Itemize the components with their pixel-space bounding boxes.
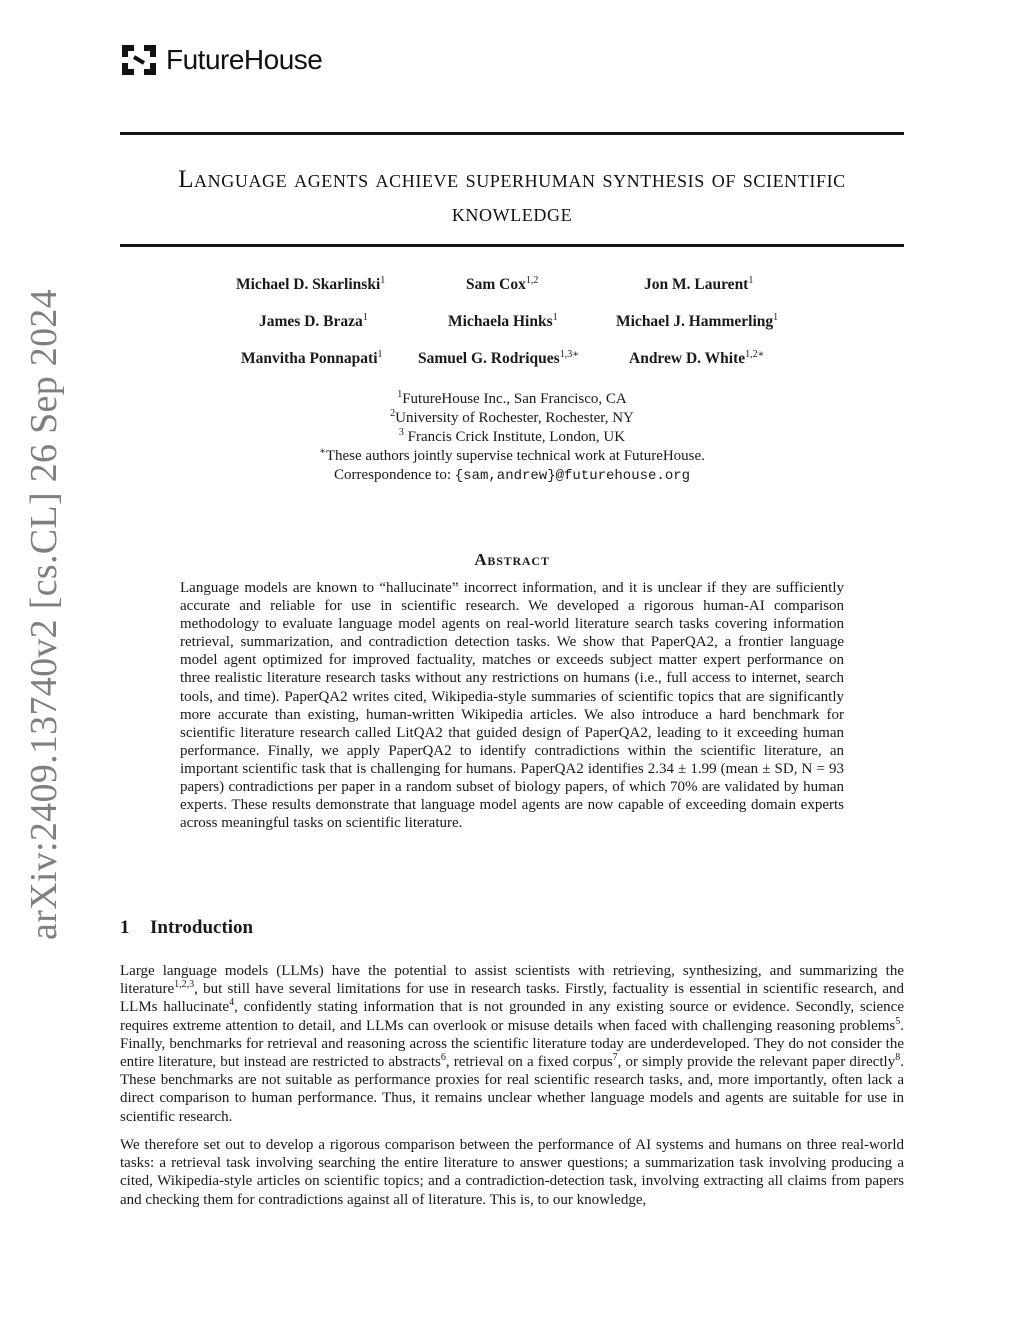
author-row: [120, 276, 904, 313]
logo-text: FutureHouse: [166, 44, 323, 75]
author: Samuel G. Rodriques$^{1,3∗}$: [418, 348, 579, 367]
futurehouse-logo: [120, 43, 322, 77]
author: James D. Braza$^1$: [259, 311, 368, 330]
author-list: [120, 276, 904, 387]
author-row: [120, 350, 904, 387]
author: Jon M. Laurent$^1$: [644, 274, 754, 293]
author-row: [120, 313, 904, 350]
title-top-rule: [120, 132, 904, 135]
intro-paragraph-1: Large language models (LLMs) have the potential to assist scientists with retrieving, synthesizing, and summarizing the literature$^{1,2,3}$, but still have several limitations for use in research tasks. Firstly, factuality is essential in scientific research, and LLMs hallucinate$^4$, confidently stating information that is not grounded in any existing source or evidence. Secondly, science requires extreme attention to detail, and LLMs can overlook or misuse details when faced with challenging reasoning problems$^5$. Finally, benchmarks for retrieval and reasoning across the scientific literature today are underdeveloped. They do not consider the entire literature, but instead are restricted to abstracts$^6$, retrieval on a fixed corpus$^7$, or simply provide the relevant paper directly$^8$. These benchmarks are not suitable as performance proxies for real scientific research tasks, and, more importantly, often lack a direct comparison to human performance. Thus, it remains unclear whether language models and agents are suitable for use in scientific research.: [120, 963, 904, 1125]
arxiv-identifier: arXiv:2409.13740v2 [cs.CL] 26 Sep 2024: [23, 289, 65, 940]
correspondence: Correspondence to: {sam,andrew}@futurehouse.org: [333, 467, 691, 484]
abstract-text: Language models are known to “hallucinate” incorrect information, and it is unclear if they are sufficiently accurate and reliable for use in scientific research. We developed a rigorous human-AI comparison methodology to evaluate language model agents on real-world literature search tasks covering information retrieval, summarization, and contradiction detection tasks. We show that PaperQA2, a frontier language model agent optimized for improved factuality, matches or exceeds subject matter expert performance on three realistic literature research tasks without any restrictions on humans (i.e., full access to internet, search tools, and time). PaperQA2 writes cited, Wikipedia-style summaries of scientific topics that are significantly more accurate than existing, human-written Wikipedia articles. We also introduce a hard benchmark for scientific literature research called LitQA2 that guided design of PaperQA2, leading to it exceeding human performance. Finally, we apply PaperQA2 to identify contradictions within the scientific literature, an important scientific task that is challenging for humans. PaperQA2 identifies 2.34 ± 1.99 (mean ± SD, N = 93 papers) contradictions per paper in a random subset of biology papers, of which 70% are validated by human experts. These results demonstrate that language model agents are now capable of exceeding domain experts across meaningful tasks on scientific literature.: [180, 580, 844, 832]
affiliation: $^2$University of Rochester, Rochester, NY: [390, 408, 634, 426]
futurehouse-logo-icon: [120, 43, 158, 77]
author: Sam Cox$^{1,2}$: [466, 274, 539, 293]
author: Andrew D. White$^{1,2∗}$: [629, 348, 765, 367]
affiliations: [120, 390, 904, 486]
title-bottom-rule: [120, 244, 904, 247]
author: Manvitha Ponnapati$^1$: [241, 348, 383, 367]
affiliation: $^3$ Francis Crick Institute, London, UK: [398, 427, 626, 445]
correspondence-email: {sam,andrew}@futurehouse.org: [454, 468, 691, 484]
author: Michaela Hinks$^1$: [448, 311, 558, 330]
paper-title: Language agents achieve superhuman synthesis of scientific knowledge: [178, 166, 846, 227]
author: Michael D. Skarlinski$^1$: [236, 274, 386, 293]
intro-paragraph-2: We therefore set out to develop a rigorous comparison between the performance of AI systems and humans on three real-world tasks: a retrieval task involving searching the entire literature to answer questions; a summarization task involving producing a cited, Wikipedia-style articles on scientific topics; and a contradiction-detection task, involving extracting all claims from papers and checking them for contradictions against all of literature. This is, to our knowledge,: [120, 1137, 904, 1208]
affiliation: $^1$FutureHouse Inc., San Francisco, CA: [397, 389, 627, 407]
affiliation: ∗These authors jointly supervise technical work at FutureHouse.: [319, 446, 705, 464]
author: Michael J. Hammerling$^1$: [616, 311, 779, 330]
abstract-heading: Abstract: [474, 550, 550, 569]
section-heading: 1 Introduction: [120, 917, 254, 938]
